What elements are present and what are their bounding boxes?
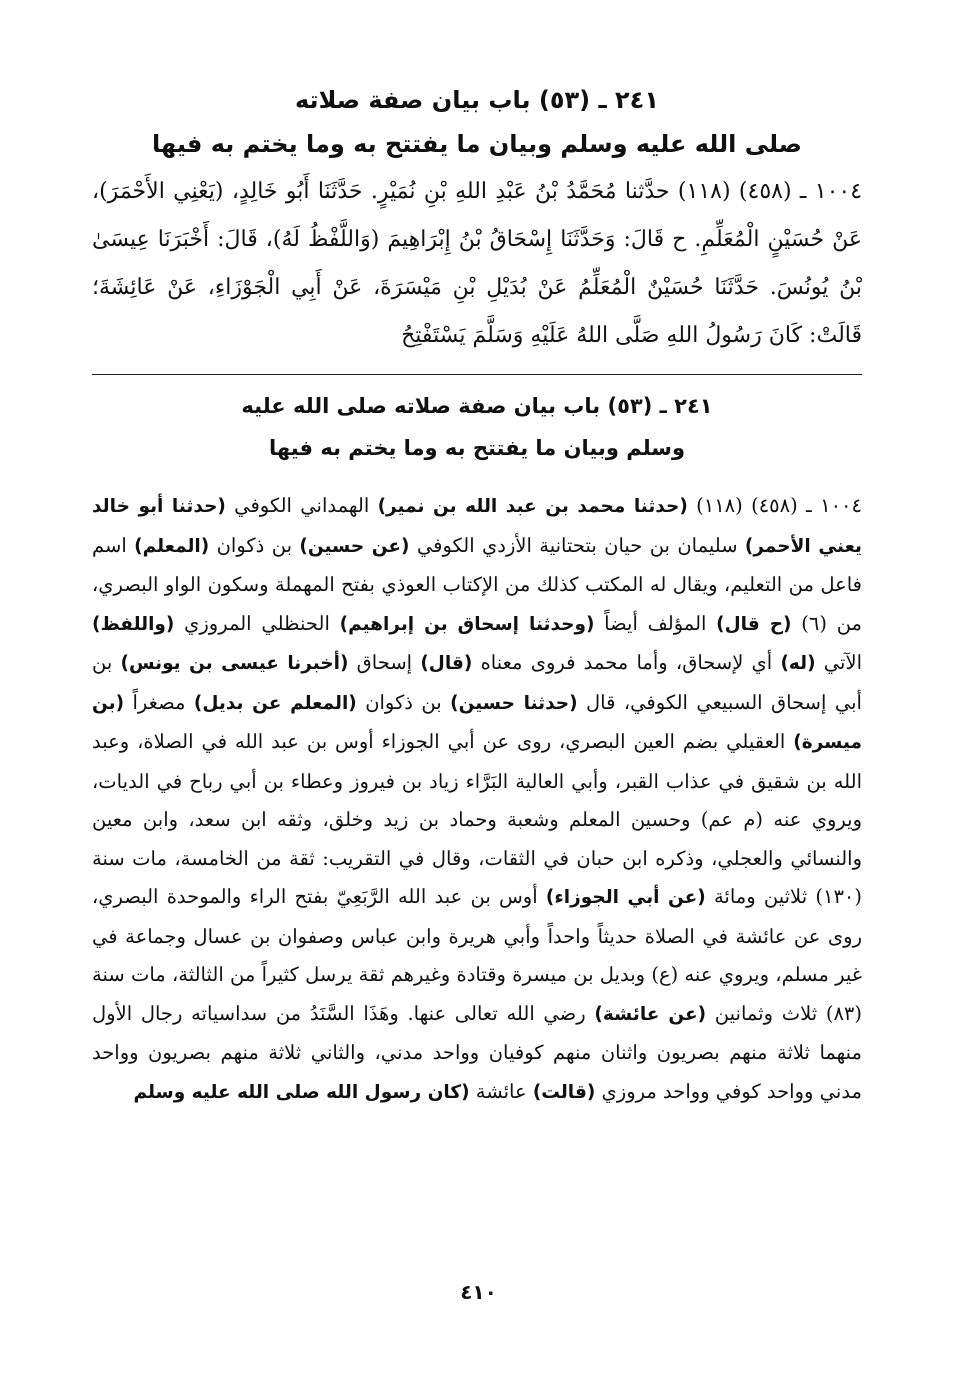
commentary-segment: مصغراً: [124, 690, 194, 714]
hadith-text: ١٠٠٤ ـ (٤٥٨) (١١٨) حدَّثنا مُحَمَّدُ بْنُ عَبْدِ اللهِ بْنِ نُمَيْرٍ. حَدَّثَنَا أَبُو خَالِدٍ، (يَعْنِي الأَحْمَرَ)، عَنْ حُسَيْنٍ الْمُعَلِّمِ. ح قَالَ: وَحَدَّثَنَا إِسْحَاقُ بْنُ إِبْرَاهِيمَ (وَاللَّفْظُ لَهُ)، قَالَ: أَخْبَرَنَا عِيسَىٰ بْنُ يُونُسَ. حَدَّثَنَا حُسَيْنٌ الْمُعَلِّمُ عَنْ بُدَيْلِ بْنِ مَيْسَرَةَ، عَنْ أَبِي الْجَوْزَاءِ، عَنْ عَائِشَةَ؛ قَالَتْ: كَانَ رَسُولُ اللهِ صَلَّى اللهُ عَلَيْهِ وَسَلَّمَ يَسْتَفْتِحُ: [92, 179, 863, 348]
commentary-text: [92, 487, 862, 1112]
commentary-segment: بن أبي إسحاق السبيعي الكوفي، قال: [92, 651, 862, 714]
chapter-title-line2: صلى الله عليه وسلم وبيان ما يفتتح به وما يختم به فيها: [152, 130, 802, 158]
quoted-hadith-phrase: (عن أبي الجوزاء): [545, 887, 706, 908]
commentary-segment: العقيلي بضم العين البصري، روى عن أبي الجوزاء أوس بن عبد الله في الصلاة، وعبد الله بن شقيق في عذاب القبر، وأبي العالية البَرَّاء زياد بن فيروز وعطاء بن أبي رباح في الديات، ويروي عنه (م عم) وحسين المعلم وشعبة وحماد بن زيد وخلق، وثقه ابن سعد، وابن معين والنسائي والعجلي، وذكره ابن حبان في الثقات، وقال في التقريب: ثقة من الخامسة، مات سنة (١٣٠) ثلاثين ومائة: [92, 730, 862, 908]
commentary-segment: الآتي: [815, 651, 862, 674]
page-number: ٤١٠: [460, 1280, 497, 1304]
commentary-segment: بن ذكوان: [209, 533, 300, 557]
quoted-hadith-phrase: (كان رسول الله صلى الله عليه وسلم: [133, 1081, 470, 1103]
quoted-hadith-phrase: (له): [780, 653, 816, 674]
commentary-segment: ١٠٠٤ ـ (٤٥٨) (١١٨): [687, 494, 862, 517]
commentary-segment: اسم فاعل من التعليم، ويقال له المكتب كذلك من الإكتاب العوذي بفتح المهملة وسكون الواو البصري، من (٦): [92, 533, 862, 635]
quoted-hadith-phrase: (المعلم): [134, 535, 210, 557]
quoted-hadith-phrase: (عن عائشة): [594, 1003, 707, 1025]
commentary-segment: رضي الله تعالى عنها. وهَذَا السَّنَدُ من سداسياته رجال الأول منهما ثلاثة منهم بصريون واثنان منهم كوفيان وواحد مدني، والثاني ثلاثة منهم بصريون وواحد مدني وواحد كوفي وواحد مروزي: [92, 1001, 862, 1103]
commentary-segment: المؤلف أيضاً: [594, 611, 717, 635]
page-content: [92, 78, 862, 1112]
quoted-hadith-phrase: (ح قال): [716, 613, 792, 635]
quoted-hadith-phrase: (حدثنا حسين): [450, 692, 578, 714]
commentary-segment: بن ذكوان: [356, 690, 451, 714]
commentary-segment: إسحاق: [348, 651, 421, 674]
commentary-segment: أي لإسحاق، وأما محمد فروى معناه: [472, 651, 781, 674]
commentary-segment: الهمداني الكوفي: [225, 494, 378, 517]
quoted-hadith-phrase: (واللفظ): [92, 613, 175, 635]
commentary-segment: الحنظلي المروزي: [174, 611, 340, 635]
chapter-title-line1: ٢٤١ ـ (٥٣) باب بيان صفة صلاته: [295, 86, 659, 114]
quoted-hadith-phrase: (أخبرنا عيسى بن يونس): [120, 653, 349, 674]
quoted-hadith-phrase: (حدثنا أبو خالد يعني الأحمر): [92, 496, 862, 557]
quoted-hadith-phrase: (المعلم عن بديل): [193, 692, 357, 714]
commentary-title-line2: وسلم وبيان ما يفتتح به وما يختم به فيها: [268, 436, 686, 460]
commentary-title-line1: ٢٤١ ـ (٥٣) باب بيان صفة صلاته صلى الله عليه: [241, 394, 713, 418]
quoted-hadith-phrase: (حدثنا محمد بن عبد الله بن نمير): [377, 496, 688, 517]
quoted-hadith-phrase: (قال): [420, 653, 473, 674]
commentary-segment: سليمان بن حيان بتحتانية الأزدي الكوفي: [409, 533, 745, 557]
quoted-hadith-phrase: (قالت): [532, 1081, 596, 1103]
commentary-segment: عائشة: [469, 1079, 533, 1103]
quoted-hadith-phrase: (وحدثنا إسحاق بن إبراهيم): [339, 613, 595, 635]
divider-line: [92, 374, 862, 375]
commentary-segment: أوس بن عبد الله الرَّبَعِيّ بفتح الراء والموحدة البصري، روى عن عائشة في الصلاة حديثاً واحداً وأبي هريرة وابن عباس وصفوان بن عسال وجماعة في غير مسلم، ويروي عنه (ع) وبديل بن ميسرة وقتادة وغيرهم ثقة يرسل كثيراً من الثالثة، مات سنة (٨٣) ثلاث وثمانين: [92, 885, 862, 1025]
quoted-hadith-phrase: (بن ميسرة): [92, 692, 862, 753]
quoted-hadith-phrase: (عن حسين): [299, 535, 410, 557]
